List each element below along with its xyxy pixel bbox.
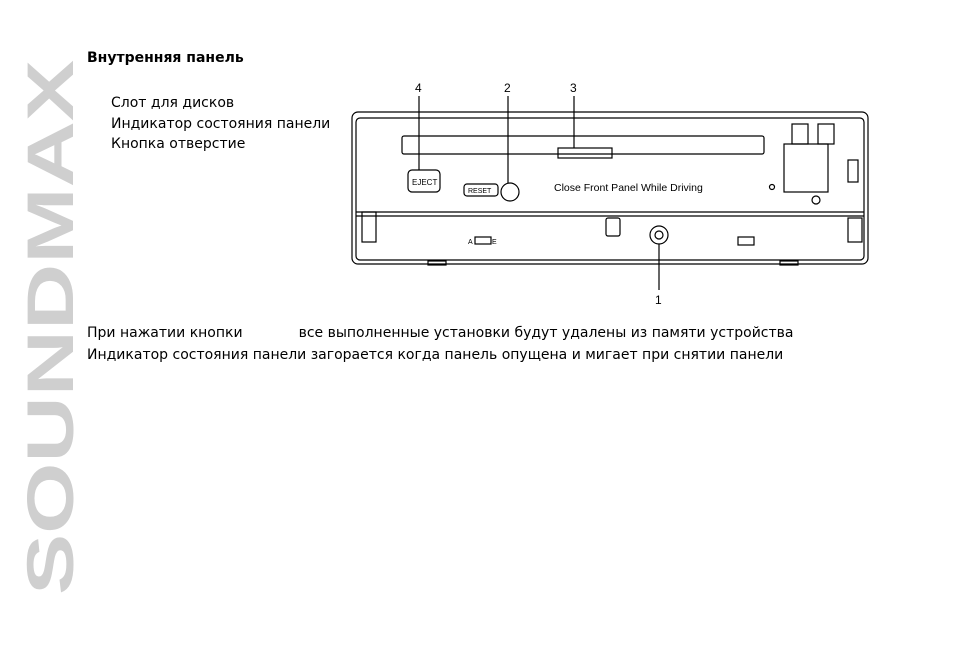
brand-logo <box>13 55 87 595</box>
section-heading: Внутренняя панель <box>87 50 244 66</box>
lower-slot <box>738 237 754 245</box>
panel-diagram <box>340 78 880 310</box>
callout-3: 3 <box>570 81 577 95</box>
disc-slot <box>402 136 764 154</box>
soundmax-logo-icon <box>13 55 87 595</box>
description-line-1-start: При нажатии кнопки <box>87 325 243 341</box>
eject-label: EJECT <box>412 178 438 187</box>
reset-label: RESET <box>468 188 492 195</box>
callout-4: 4 <box>415 81 422 95</box>
description-line-1-end: все выполненные установки будут удалены из памяти устройства <box>298 325 794 341</box>
callout-1: 1 <box>655 293 662 307</box>
description-line-1 <box>87 322 793 344</box>
callout-2: 2 <box>504 81 511 95</box>
release-mechanism <box>784 144 828 192</box>
lower-slot-left <box>475 237 491 244</box>
disc-slot-notch <box>558 148 612 158</box>
brand-logo-text: SOUNDMAX <box>13 209 87 595</box>
mechanism-tab-1 <box>792 124 808 144</box>
small-dot <box>770 185 775 190</box>
legend-item-1: Слот для дисков <box>111 95 235 111</box>
mechanism-tab-2 <box>818 124 834 144</box>
legend-item-2: Индикатор состояния панели <box>111 115 331 132</box>
small-label-left: A <box>468 239 473 246</box>
indicator-led <box>655 231 663 239</box>
indicator-ring <box>650 226 668 244</box>
description-paragraph <box>87 322 793 366</box>
latch-right <box>848 218 862 242</box>
screw-hole-right <box>812 196 820 204</box>
legend-item-3: Кнопка отверстие <box>111 136 246 152</box>
lower-switch <box>606 218 620 236</box>
description-line-2: Индикатор состояния панели загорается когда панель опущена и мигает при снятии панели <box>87 347 784 363</box>
panel-warning-text: Close Front Panel While Driving <box>554 182 703 194</box>
reset-hole <box>501 183 519 201</box>
panel-diagram-svg <box>340 78 880 310</box>
small-label-right: E <box>492 239 497 246</box>
side-slot <box>848 160 858 182</box>
legend-list <box>111 93 330 155</box>
